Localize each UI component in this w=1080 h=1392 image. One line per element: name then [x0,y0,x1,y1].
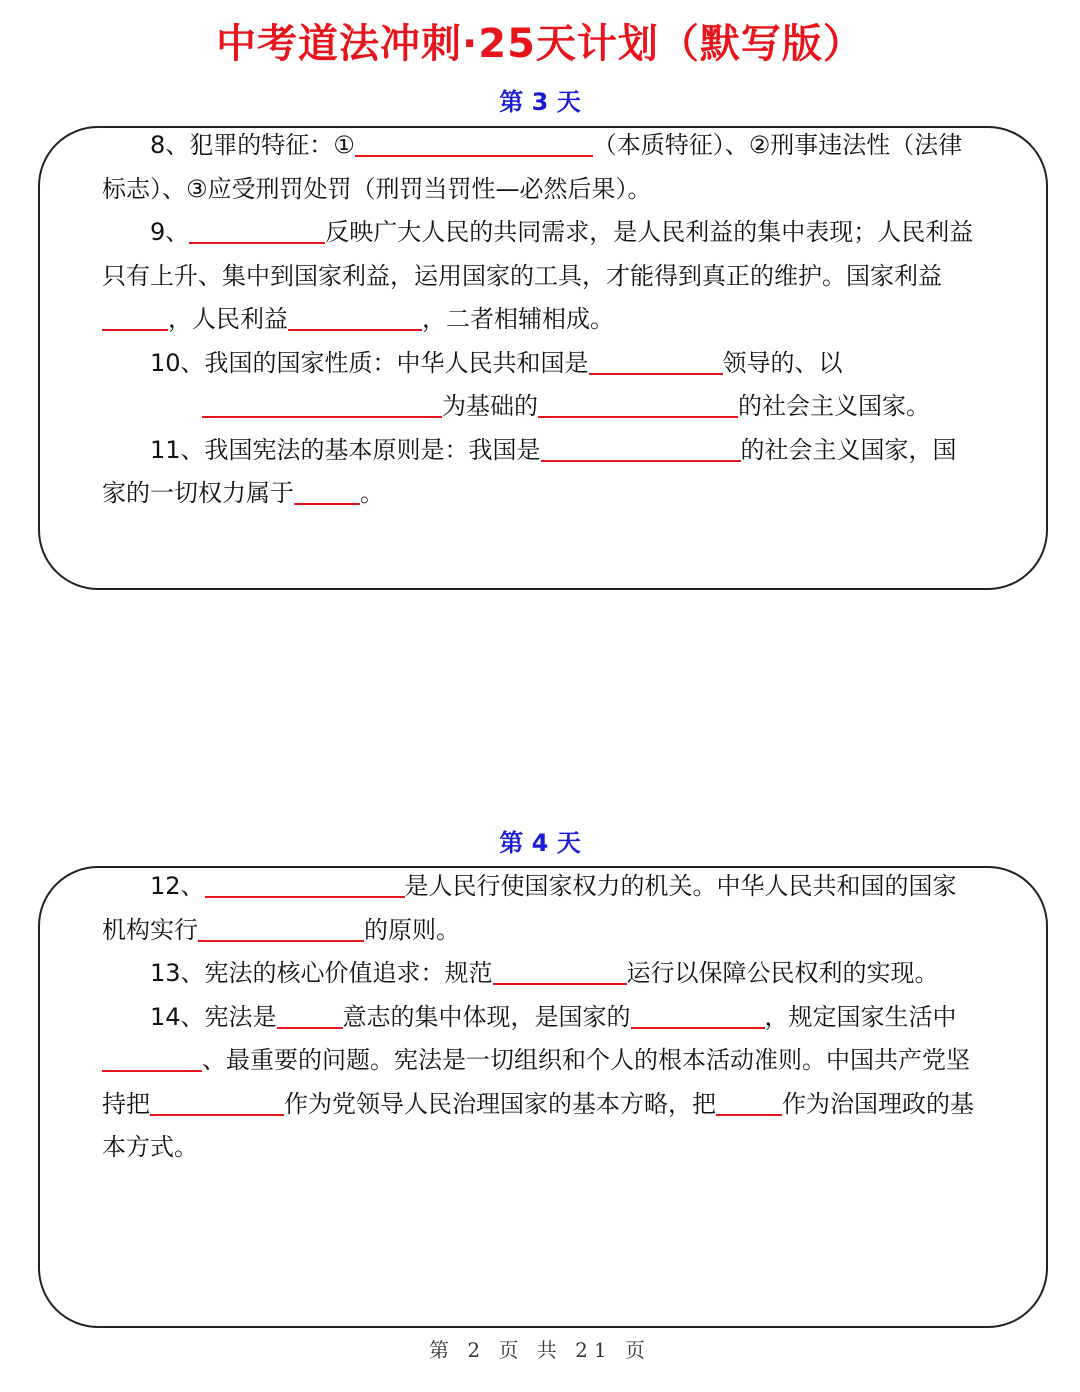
day-3-content [102,124,978,516]
answer-blank[interactable] [189,216,325,244]
day-4-heading: 第 4 天 [499,829,581,857]
question-9: 9、 反映广大人民的共同需求，是人民利益的集中表现；人民利益只有上升、集中到国家利益，运用国家的工具，才能得到真正的维护。国家利益，人民利益 ，二者相辅相成。 [102,218,974,333]
answer-blank[interactable] [294,477,360,505]
question-13: 13、宪法的核心价值追求：规范 运行以保障公民权利的实现。 [150,959,939,987]
question-14: 14、宪法是 意志的集中体现，是国家的 ，规定国家生活中、最重要的问题。宪法是一切组织和个人的根本活动准则。中国共产党坚持把 作为党领导人民治理国家的基本方略，把 作为治国理政的基本方式。 [102,1002,974,1161]
answer-blank[interactable] [716,1088,782,1116]
answer-blank[interactable] [538,390,738,418]
answer-blank[interactable] [589,347,723,375]
answer-blank[interactable] [102,1044,202,1072]
answer-blank[interactable] [355,129,593,157]
page-title: 中考道法冲刺·25天计划（默写版） [216,21,864,67]
day-4-content [102,865,978,1170]
page-footer: 第 2 页 共 21 页 [429,1338,651,1362]
answer-blank[interactable] [205,870,405,898]
question-12: 12、 是人民行使国家权力的机关。中华人民共和国的国家机构实行 的原则。 [102,872,957,944]
answer-blank[interactable] [102,303,168,331]
question-11: 11、我国宪法的基本原则是：我国是 的社会主义国家，国家的一切权力属于 。 [102,435,957,507]
answer-blank[interactable] [288,303,422,331]
answer-blank[interactable] [277,1001,343,1029]
answer-blank[interactable] [202,390,442,418]
answer-blank[interactable] [631,1001,765,1029]
answer-blank[interactable] [198,914,364,942]
answer-blank[interactable] [150,1088,284,1116]
day-3-heading: 第 3 天 [499,88,581,116]
question-10: 10、我国的国家性质：中华人民共和国是 领导的、以为基础的 的社会主义国家。 [150,348,930,420]
question-8: 8、犯罪的特征：① （本质特征）、②刑事违法性（法律标志）、③应受刑罚处罚（刑罚当罚性—必然后果）。 [102,131,963,203]
answer-blank[interactable] [493,957,627,985]
answer-blank[interactable] [541,434,741,462]
